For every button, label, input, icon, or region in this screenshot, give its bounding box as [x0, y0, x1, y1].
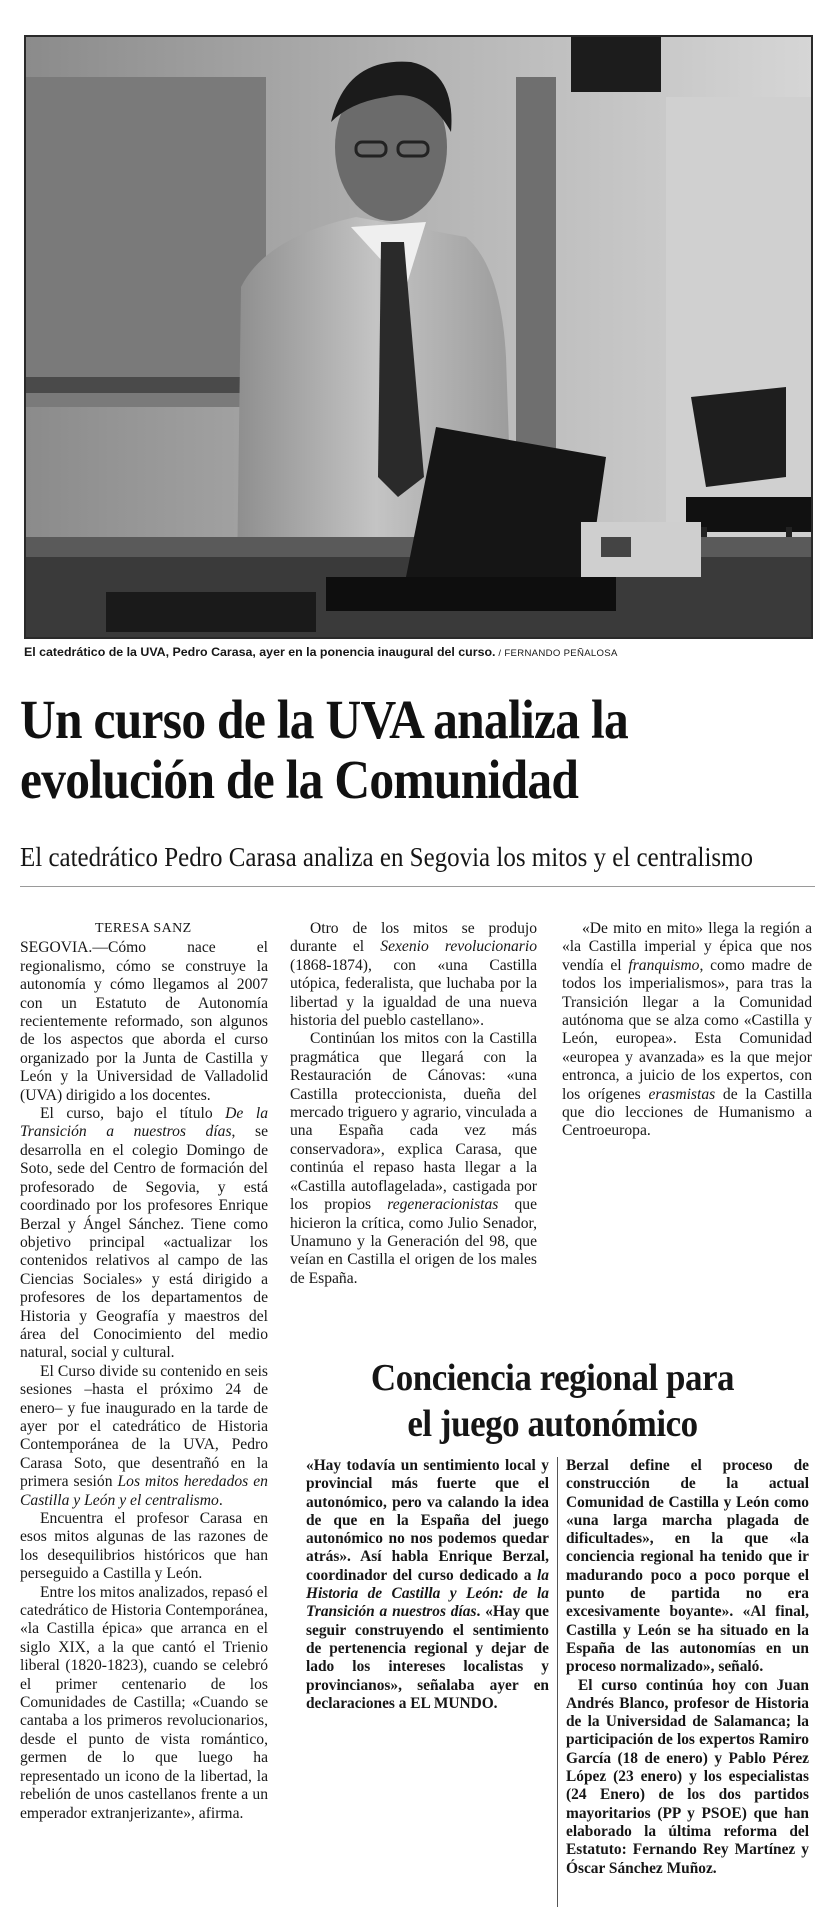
- article-column-1: [20, 920, 268, 1823]
- sidebar-course-title: la Historia de Castilla y León: de la Transición a nuestros días: [306, 1566, 549, 1621]
- caption-text: El catedrático de la UVA, Pedro Carasa, ayer en la ponencia inaugural del curso.: [24, 645, 496, 659]
- headline-line-1: Un curso de la UVA analiza la: [20, 689, 629, 750]
- sidebar-column-2: [566, 1457, 809, 1878]
- article-paragraph-5: Entre los mitos analizados, repasó el catedrático de Historia Contemporánea, «la Castilla épica» que arranca en el siglo XIX, a la que cantó el Trienio liberal (1820-1823), cuando se celebró el primer centenario de los Comunidades de Castilla; «Cuando se cantaba a los primeros revolucionarios, desde el punto de vista romántico, germen de lo que luego ha representado un icono de la libertad, la rebelión de unos castellanos frente a un emperador extranjerizante», afirma.: [20, 1583, 268, 1822]
- photo-caption: [24, 645, 813, 659]
- news-photo: [24, 35, 813, 639]
- headline-line-2: evolución de la Comunidad: [20, 749, 579, 810]
- subheadline: El catedrático Pedro Carasa analiza en Segovia los mitos y el centralismo: [20, 842, 754, 872]
- photo-credit: / FERNANDO PEÑALOSA: [495, 648, 618, 659]
- sidebar-column-1: [306, 1457, 549, 1713]
- article-column-2: [290, 920, 537, 1288]
- sidebar-paragraph-1: «Hay todavía un sentimiento local y provincial más fuerte que el autonómico, pero va calando la idea de que en la España del juego autonómico no nos podemos quedar atrás». Así habla Enrique Berzal, coordinador del curso dedicado a la Historia de Castilla y León: de la Transición a nuestros días. «Hay que seguir construyendo el sentimiento de pertenencia regional y dejar de lado los intereses localistas y provincianos», señalaba ayer en declaraciones a EL MUNDO.: [306, 1457, 549, 1712]
- sidebar-title-line-1: Conciencia regional para: [370, 1357, 735, 1399]
- article-paragraph-2: El curso, bajo el título De la Transición a nuestros días, se desarrolla en el colegio Domingo de Soto, sede del Centro de formación del profesorado de Segovia, y está coordinado por los profesores Enrique Berzal y Ángel Sánchez. Tiene como objetivo principal «actualizar los contenidos relativos al campo de las Ciencias Sociales» y está dirigido a profesores de los departamentos de Historia y Geografía y maestros del área del Conocimiento del medio natural, social y cultural.: [20, 1105, 268, 1362]
- course-title: De la Transición a nuestros días: [20, 1105, 268, 1141]
- sidebar-paragraph-2: Berzal define el proceso de construcción de la actual Comunidad de Castilla y León como «una larga marcha plagada de dificultades», en la que «la conciencia regional ha tenido que ir madurando poco a poco porque el punto de partida no era excesivamente boyante». «Al final, Castilla y León se ha situado en la España de las autonomías en un proceso normalizado», señaló.: [566, 1457, 809, 1676]
- sidebar-title-line-2: el juego autonómico: [407, 1403, 698, 1445]
- article-paragraph-8: «De mito en mito» llega la región a «la Castilla imperial y épica que nos vendía el franquismo, como madre de todos los imperialismos», para tras la Transición llegar a la Comunidad autónoma que se alza como «Castilla y León, europea». Esta Comunidad «europea y avanzada» es la que mejor entronca, a juicio de los expertos, con los orígenes erasmistas de la Castilla que dio lecciones de Humanismo a Centroeuropa.: [562, 920, 812, 1140]
- article-paragraph-1: SEGOVIA.—Cómo nace el regionalismo, cómo se construye la autonomía y cómo llegamos al 2007 con un Estatuto de Autonomía recientemente reformado, son algunos de los aspectos que aborda el curso organizado por la Junta de Castilla y León y la Universidad de Valladolid (UVA) dirigido a los docentes.: [20, 939, 268, 1104]
- headline: [20, 690, 740, 810]
- sidebar-paragraph-3: El curso continúa hoy con Juan Andrés Blanco, profesor de Historia de la Universidad de Salamanca; la participación de los expertos Ramiro García (18 de enero) y Pablo Pérez López (23 enero) y los especialistas (24 Enero) de los dos partidos mayoritarios (PP y PSOE) que han elaborado la última reforma del Estatuto: Fernando Rey Martínez y Óscar Sánchez Muñoz.: [566, 1676, 809, 1877]
- column-divider: [557, 1457, 558, 1907]
- article-paragraph-3: El Curso divide su contenido en seis sesiones –hasta el próximo 24 de enero– y fue inaugurado en la tarde de ayer por el catedrático de Historia Contemporánea de la UVA, Pedro Carasa Soto, que desentrañó en la primera sesión Los mitos heredados en Castilla y León y el centralismo.: [20, 1362, 268, 1509]
- session-title: Los mitos heredados en Castilla y León y el centralismo: [20, 1473, 268, 1509]
- article-paragraph-4: Encuentra el profesor Carasa en esos mitos algunas de las razones de los desequilibrios históricos que han perseguido a Castilla y León.: [20, 1510, 268, 1583]
- article-paragraph-7: Continúan los mitos con la Castilla pragmática que llegará con la Restauración de Cánovas: «una Castilla proteccionista, dueña del mercado triguero y agrario, vinculada a una España cada vez más conservadora», explica Carasa, que continúa el repaso hasta llegar a la «Castilla autoflagelada», castigada por los propios regeneracionistas que hicieron la crítica, como Julio Senador, Unamuno y la Generación del 98, que veían en Castilla el origen de los males de España.: [290, 1030, 537, 1287]
- byline: TERESA SANZ: [95, 921, 192, 936]
- article-column-3: [562, 920, 812, 1141]
- sidebar-title: [311, 1355, 794, 1447]
- article-paragraph-6: Otro de los mitos se produjo durante el Sexenio revolucionario (1868-1874), con «una Castilla utópica, federalista, que luchaba por la libertad y la igualdad de una nueva historia del pueblo castellano».: [290, 920, 537, 1030]
- divider: [20, 886, 815, 887]
- dateline: SEGOVIA.—: [20, 939, 108, 957]
- photo-illustration: [26, 37, 813, 639]
